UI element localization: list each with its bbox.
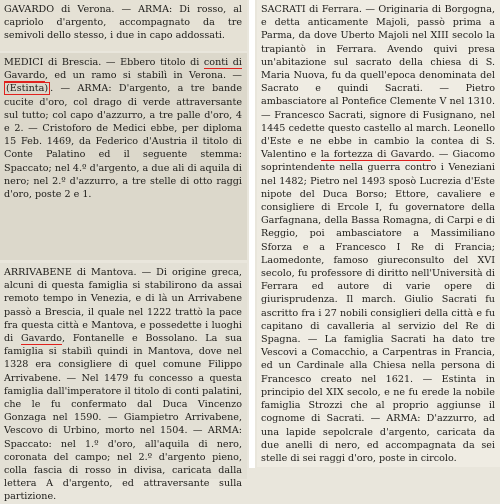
arrivabene-text-start: ARRIVABENE di Mantova. — Di origine greca, alcuni di questa famiglia si stabilirono da assai remoto tempo in Venezia, e di là un Arrivabene passò a Brescia, il quale nel 1222 trattò la pace fra questa città e Mantova, e possedette i luoghi di bbox=[4, 267, 242, 345]
entry-gavardo bbox=[0, 0, 247, 51]
entry-arrivabene bbox=[0, 263, 247, 503]
highlight-estinta: (Estinta) bbox=[6, 83, 49, 95]
highlight-gavardo: Gavardo bbox=[21, 333, 63, 345]
entry-gavardo-text: GAVARDO di Verona. — ARMA: Di rosso, al capriolo d'argento, accompagnato da tre semivoli dello stesso, i due in capo addossati. bbox=[4, 4, 242, 42]
entry-sacrati bbox=[257, 0, 500, 467]
medici-text-end: . — ARMA: D'argento, a tre bande cucite d'oro, col drago di verde attraversante sul tutto; col capo d'azzurro, a tre palle d'oro, 4 e 2. — Cristoforo de Medici ebbe, per diploma 15 Feb. 1469, da Federico d'Austria il titolo di Conte Palatino ed il seguente stemma: Spaccato; nel 4.º d'argento, a due ali di aquila di nero; nel 2.º d'azzurro, a tre stelle di otto raggi d'oro, poste 2 e 1. bbox=[4, 83, 242, 201]
entry-arrivabene-text bbox=[4, 266, 242, 504]
entry-medici bbox=[0, 53, 247, 260]
highlight-conti-di-gavardo: conti di Gavardo bbox=[4, 57, 242, 82]
arrivabene-text-end: , Fontanelle e Bossolano. La sua famiglia si stabilì quindi in Mantova, dove nel 1328 era consigliere di quel comune Filippo Arrivabene. — Nel 1479 fu concesso a questa famiglia dall'imperatore il titolo di conti palatini, che le fu confermato dal Duca Vincenzo Gonzaga nel 1590. — Giampietro Arrivabene, Vescovo di Urbino, morto nel 1504. — ARMA: Spaccato: nel 1.º d'oro, all'aquila di nero, coronata del campo; nel 2.º d'argento pieno, colla fascia di rosso in divisa, caricata dalla lettera A d'argento, ed attraversante sulla partizione. bbox=[4, 333, 242, 503]
medici-text-start: MEDICI di Brescia. — Ebbero titolo di bbox=[4, 57, 204, 68]
entry-medici-text bbox=[4, 56, 242, 201]
left-column bbox=[0, 0, 247, 503]
sacrati-text-end: . — Giacomo soprintendente nella guerra contro i Veneziani nel 1482; Pietro nel 1493 sposò Lucrezia d'Este nipote del Duca Borso; Ettore, cavaliere e consigliere di Ercole I, fu governatore della Garfagnana, della Bassa Romagna, di Carpi e di Reggio, poi ambasciatore a Massimiliano Sforza e a Francesco I Re di Francia; Laomedonte, famoso giureconsulto del XVI secolo, fu professore di diritto nell'Università di Ferrara ed autore di varie opere di giurisprudenza. Il march. Giulio Sacrati fu ascritto fra i 27 nobili consiglieri della città e fu capitano di cavalleria al servizio del Re di Spagna. — La famiglia Sacrati ha dato tre Vescovi a Comacchio, a Carpentras in Francia, ed un Cardinale alla Chiesa nella persona di Francesco creato nel 1621. — Estinta in principio del XIX secolo, e ne fu erede la nobile famiglia Strozzi che al proprio aggiunse il cognome di Sacrati. — ARMA: D'azzurro, ad una lapide sepolcrale d'argento, caricata da due anelli di nero, ed accompagnata da sei stelle di sei raggi d'oro, poste in circolo. bbox=[261, 149, 496, 464]
highlight-fortezza-di-gavardo: la fortezza di Gavardo bbox=[320, 149, 432, 161]
sacrati-text-start: SACRATI di Ferrara. — Originaria di Borgogna, e detta anticamente Majoli, passò prima a Parma, da dove Uberto Majoli nel XIII secolo la trapiantò in Ferrara. Avendo quivi presa un'abitazione sul sacrato della chiesa di S. Maria Nuova, fu da quell'epoca denominata del Sacrato e quindi Sacrati. — Pietro ambasciatore al Pontefice Clemente V nel 1310. — Francesco Sacrati, signore di Fusignano, nel 1445 cedette questo castello al march. Leonello d'Este e ne ebbe in cambio la contea di S. Valentino e bbox=[261, 4, 495, 161]
medici-text-middle: , ed un ramo si stabilì in Verona. — bbox=[45, 70, 242, 82]
right-column bbox=[257, 0, 500, 467]
column-divider bbox=[249, 0, 255, 468]
entry-sacrati-text bbox=[261, 3, 495, 465]
